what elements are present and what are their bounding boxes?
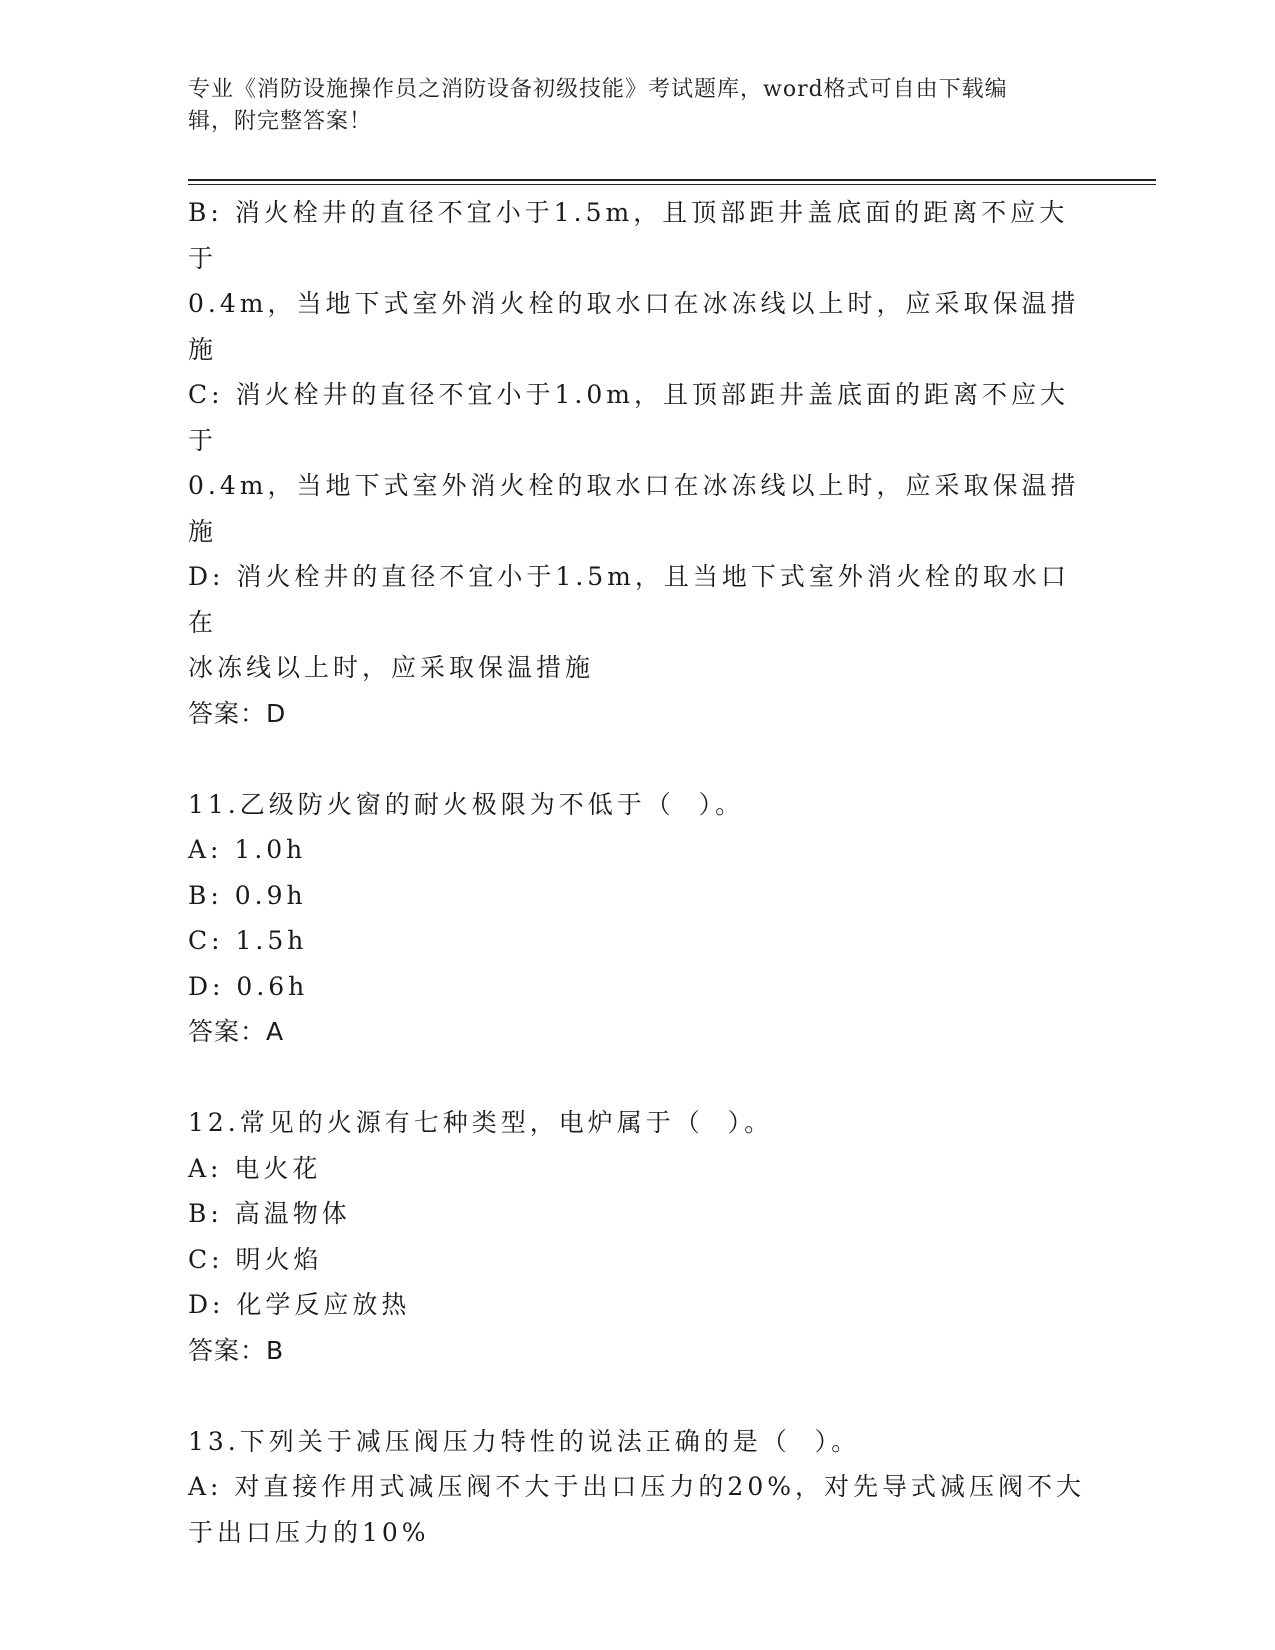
option-d: D: 0.6h	[188, 971, 309, 1001]
option-b: B: 0.9h	[188, 880, 307, 910]
document-body	[188, 190, 1088, 1555]
answer-line: 答案：B	[188, 1335, 285, 1365]
answer-line: 答案：A	[188, 1017, 285, 1046]
option-c-line-2: 0.4m，当地下式室外消火栓的取水口在冰冻线以上时，应采取保温措	[188, 471, 1080, 500]
option-a: A: 电火花	[188, 1153, 322, 1183]
option-b-line-3: 施	[188, 334, 218, 364]
option-b-line-2: 0.4m，当地下式室外消火栓的取水口在冰冻线以上时，应采取保温措	[188, 289, 1080, 318]
header-rule-thin	[188, 184, 1156, 185]
spacer	[188, 1055, 1088, 1101]
question-text: 12.常见的火源有七种类型，电炉属于（ ）。	[188, 1108, 774, 1137]
header-line-2: 辑，附完整答案！	[188, 109, 373, 134]
option-a: A: 1.0h	[188, 835, 307, 864]
answer-line: 答案：D	[188, 698, 287, 728]
option-d-line-1: D: 消火栓井的直径不宜小于1.5m，且当地下式室外消火栓的取水口在	[188, 562, 1070, 637]
question-text: 13.下列关于减压阀压力特性的说法正确的是（ ）。	[188, 1426, 861, 1456]
header-rule-thick	[188, 179, 1156, 181]
question-block-13	[188, 1419, 1088, 1556]
question-text: 11.乙级防火窗的耐火极限为不低于（ ）。	[188, 789, 745, 819]
option-d-line-2: 冰冻线以上时，应采取保温措施	[188, 653, 595, 682]
question-block-12	[188, 1100, 1088, 1373]
question-block-10	[188, 190, 1088, 736]
spacer	[188, 736, 1088, 782]
option-b: B: 高温物体	[188, 1199, 351, 1228]
document-header	[188, 74, 1088, 138]
question-block-11	[188, 782, 1088, 1055]
option-a-line-2: 于出口压力的10%	[188, 1517, 430, 1547]
option-c: C: 明火焰	[188, 1244, 323, 1274]
option-d: D: 化学反应放热	[188, 1290, 411, 1319]
option-c: C: 1.5h	[188, 926, 308, 955]
option-c-line-1: C: 消火栓井的直径不宜小于1.0m，且顶部距井盖底面的距离不应大于	[188, 380, 1069, 455]
option-c-line-3: 施	[188, 516, 218, 546]
option-a-line-1: A: 对直接作用式减压阀不大于出口压力的20%，对先导式减压阀不大	[188, 1472, 1085, 1501]
spacer	[188, 1373, 1088, 1419]
option-b-line-1: B: 消火栓井的直径不宜小于1.5m，且顶部距井盖底面的距离不应大于	[188, 198, 1069, 273]
header-line-1: 专业《消防设施操作员之消防设备初级技能》考试题库，word格式可自由下载编	[188, 77, 1008, 102]
